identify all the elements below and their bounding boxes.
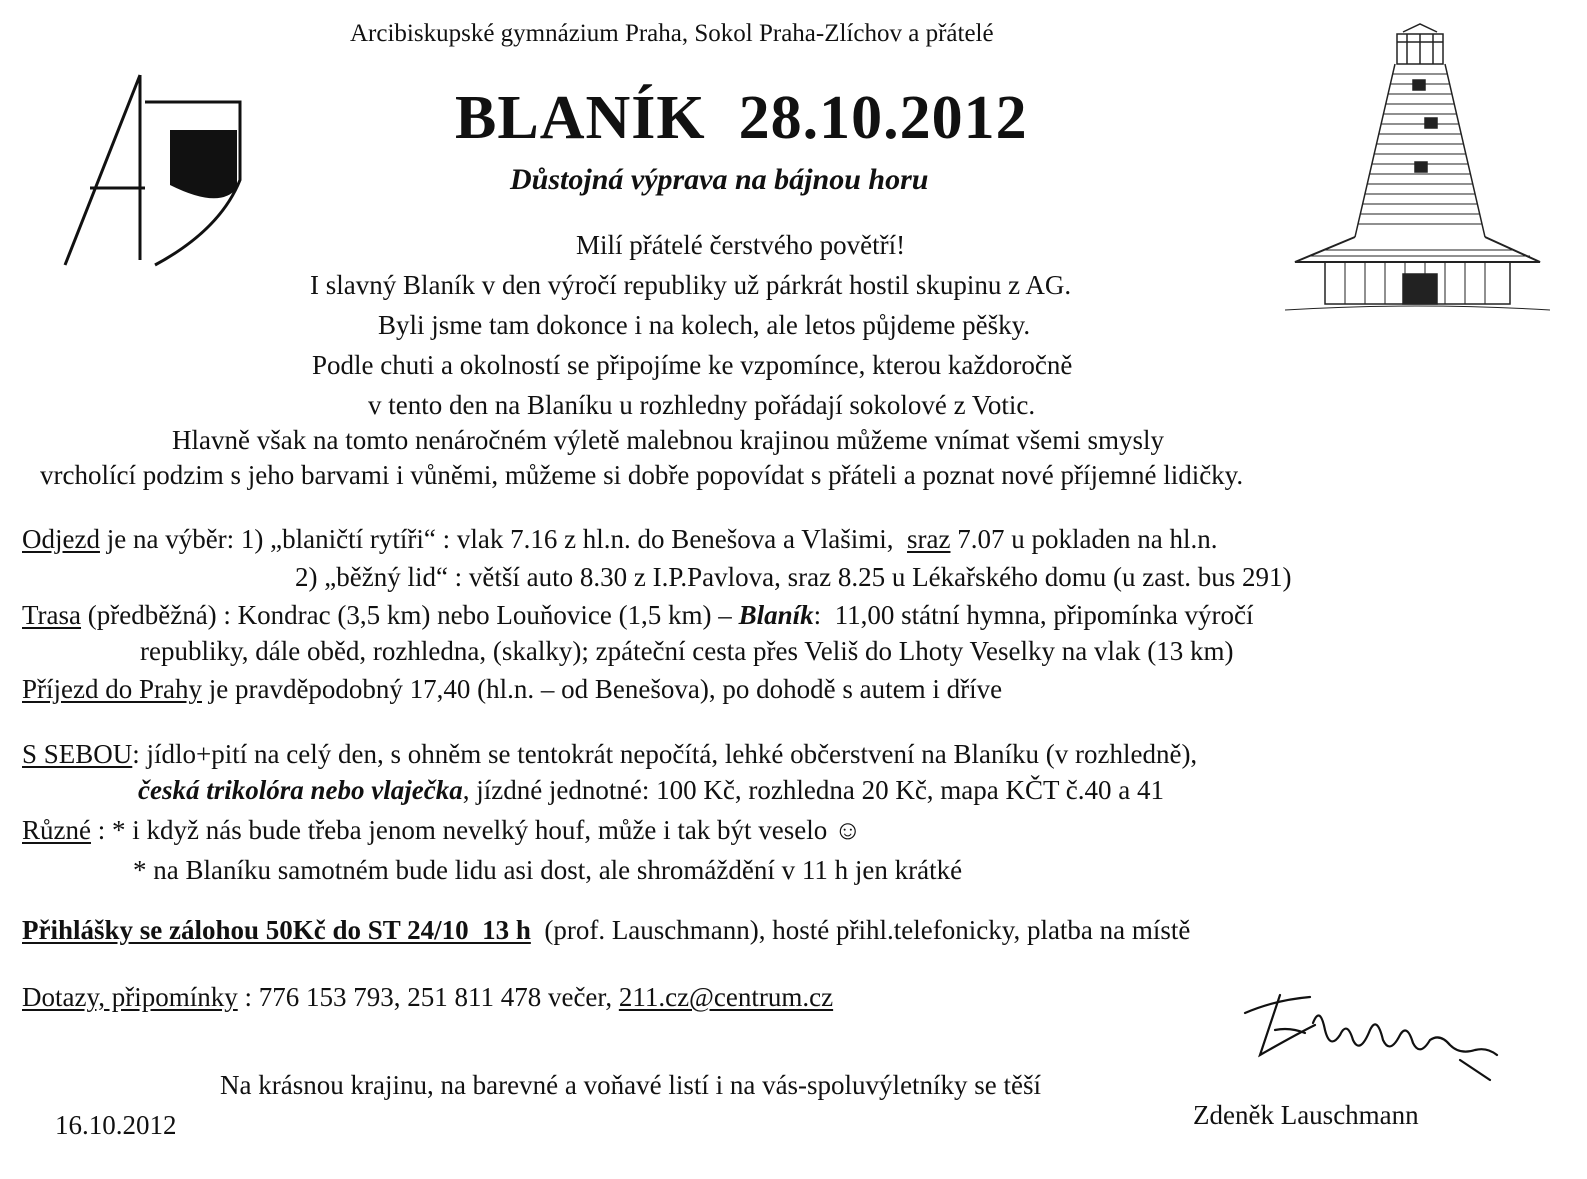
handwritten-signature	[1235, 985, 1505, 1090]
intro-line: vrcholící podzim s jeho barvami i vůněmi, můžeme si dobře popovídat s přáteli a poznat nové příjemné lidičky.	[40, 460, 1244, 490]
email-link[interactable]: 211.cz@centrum.cz	[618, 982, 834, 1012]
departure-line-2: 2) „běžný lid“ : větší auto 8.30 z I.P.Pavlova, sraz 8.25 u Lékařského domu (u zast. bus 291)	[295, 562, 1292, 592]
misc-line-2: * na Blaníku samotném bude lidu asi dost, ale shromáždění v 11 h jen krátké	[133, 855, 963, 885]
route-highlight: Blaník	[738, 600, 814, 630]
meeting-text: 7.07 u pokladen na hl.n.	[950, 524, 1218, 554]
misc-label: Různé	[22, 815, 91, 845]
lookout-tower-illustration	[1285, 22, 1550, 314]
arrival-line	[22, 672, 1002, 706]
bring-text: : jídlo+pití na celý den, s ohněm se tentokrát nepočítá, lehké občerstvení na Blaníku (v rozhledně),	[132, 739, 1198, 769]
contact-text: : 776 153 793, 251 811 478 večer,	[237, 982, 619, 1012]
bring-line-2	[138, 773, 1164, 807]
intro-line: I slavný Blaník v den výročí republiky už párkrát hostil skupinu z AG.	[310, 270, 1072, 300]
bring-text-2: , jízdné jednotné: 100 Kč, rozhledna 20 Kč, mapa KČT č.40 a 41	[462, 775, 1165, 805]
bring-highlight: česká trikolóra nebo vlaječka	[138, 775, 463, 805]
bring-label: S SEBOU	[22, 739, 133, 769]
contact-label: Dotazy, připomínky	[22, 982, 238, 1012]
misc-text: : * i když nás bude třeba jenom nevelký houf, může i tak být veselo ☺	[90, 815, 862, 845]
route-text: (předběžná) : Kondrac (3,5 km) nebo Louňovice (1,5 km) –	[81, 600, 739, 630]
page-title: BLANÍK 28.10.2012	[455, 84, 1028, 152]
intro-line: Podle chuti a okolností se připojíme ke vzpomínce, kterou každoročně	[312, 350, 1073, 380]
contact-line	[22, 980, 833, 1014]
route-line-1	[22, 598, 1254, 632]
departure-text: je na výběr: 1) „blaničtí rytíři“ : vlak 7.16 z hl.n. do Benešova a Vlašimi,	[99, 524, 894, 554]
route-text-end: : 11,00 státní hymna, připomínka výročí	[813, 600, 1254, 630]
author-name: Zdeněk Lauschmann	[1193, 1100, 1419, 1130]
departure-label: Odjezd	[22, 524, 100, 554]
registration-line	[22, 913, 1190, 947]
intro-line: Hlavně však na tomto nenáročném výletě malebnou krajinou můžeme vnímat všemi smysly	[172, 425, 1164, 455]
arrival-label: Příjezd do Prahy	[22, 674, 202, 704]
registration-deadline: Přihlášky se zálohou 50Kč do ST 24/10 13 h	[22, 915, 531, 945]
subtitle: Důstojná výprava na bájnou horu	[510, 163, 929, 196]
registration-text: (prof. Lauschmann), hosté přihl.telefonicky, platba na místě	[530, 915, 1191, 945]
misc-line-1	[22, 813, 862, 847]
route-label: Trasa	[22, 600, 82, 630]
document-date: 16.10.2012	[55, 1110, 177, 1140]
meeting-label: sraz	[907, 524, 951, 554]
intro-line: Byli jsme tam dokonce i na kolech, ale letos půjdeme pěšky.	[378, 310, 1031, 340]
ag-logo	[45, 60, 250, 275]
arrival-text: je pravděpodobný 17,40 (hl.n. – od Benešova), po dohodě s autem i dříve	[201, 674, 1003, 704]
route-line-2: republiky, dále oběd, rozhledna, (skalky); zpáteční cesta přes Veliš do Lhoty Veselky na vlak (13 km)	[140, 636, 1234, 666]
organizers: Arcibiskupské gymnázium Praha, Sokol Praha-Zlíchov a přátelé	[350, 20, 994, 47]
intro-line: v tento den na Blaníku u rozhledny pořádají sokolové z Votic.	[368, 390, 1036, 420]
bring-line-1	[22, 737, 1197, 771]
closing-text: Na krásnou krajinu, na barevné a voňavé listí i na vás-spoluvýletníky se těší	[220, 1070, 1042, 1100]
intro-line: Milí přátelé čerstvého povětří!	[576, 230, 906, 260]
departure-line-1	[22, 522, 1217, 556]
